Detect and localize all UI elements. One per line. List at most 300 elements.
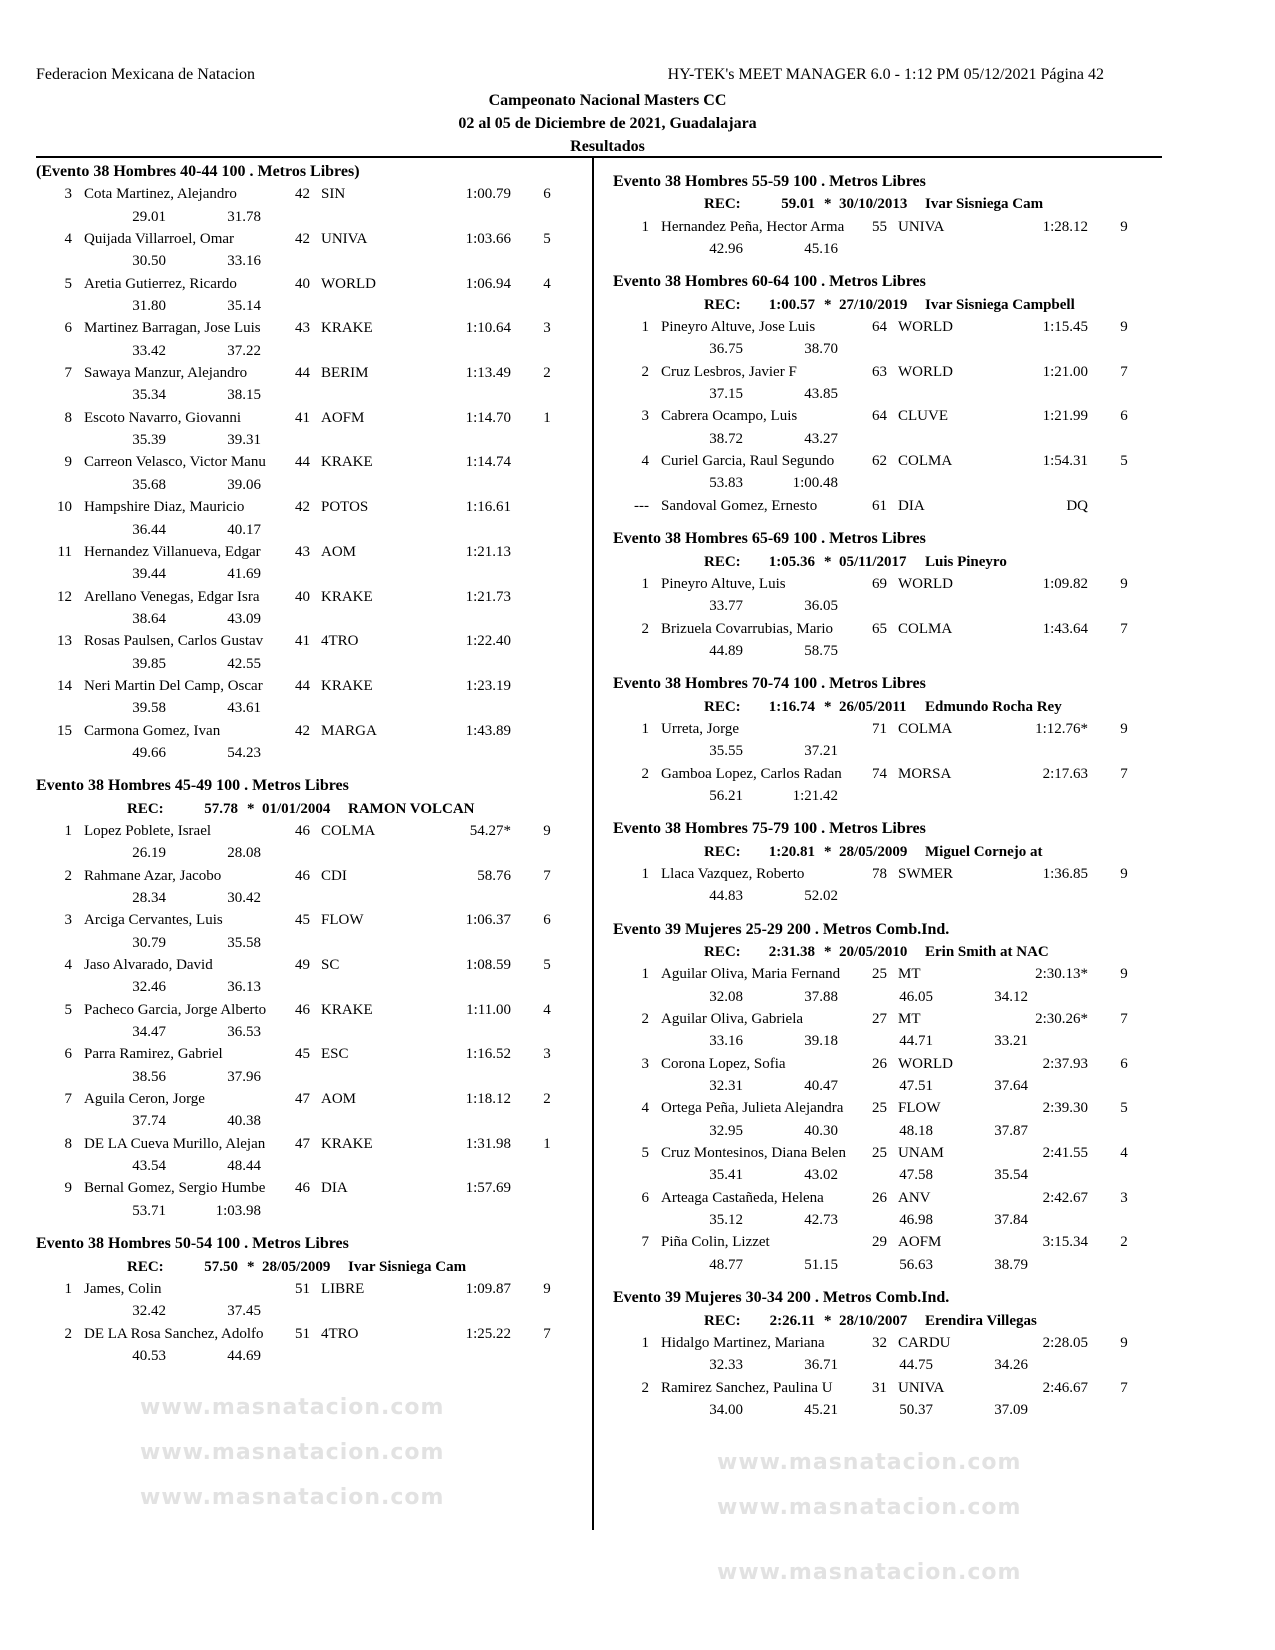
result-row <box>0 865 580 887</box>
split-time: 39.31 <box>227 432 261 449</box>
split-time: 33.21 <box>994 1033 1028 1050</box>
split-time: 39.18 <box>804 1033 838 1050</box>
split-time: 40.17 <box>227 521 261 538</box>
place: 1 <box>641 966 649 983</box>
split-time: 39.58 <box>132 700 166 717</box>
split-time: 46.05 <box>899 988 933 1005</box>
record-time: 1:20.81 <box>768 843 815 860</box>
split-time: 38.79 <box>994 1256 1028 1273</box>
split-time: 36.05 <box>804 598 838 615</box>
splits-row <box>577 885 1157 907</box>
record-date: 28/05/2009 <box>262 1258 331 1275</box>
record-date: 27/10/2019 <box>839 296 908 313</box>
team: UNAM <box>898 1145 944 1162</box>
age: 65 <box>872 620 887 637</box>
record-star: * <box>824 1312 832 1329</box>
swimmer-name: Aguilar Oliva, Gabriela <box>661 1011 804 1028</box>
points: 6 <box>543 912 551 929</box>
software-timestamp-page: HY-TEK's MEET MANAGER 6.0 - 1:12 PM 05/12/2021 Página 42 <box>667 66 1104 83</box>
split-time: 35.55 <box>709 743 743 760</box>
place: 1 <box>641 1334 649 1351</box>
splits-row <box>0 842 580 864</box>
split-time: 26.19 <box>132 845 166 862</box>
splits-row <box>0 384 580 406</box>
final-time: 1:22.40 <box>465 633 511 650</box>
swimmer-name: Hernandez Villanueva, Edgar <box>84 543 261 560</box>
team: 4TRO <box>321 633 359 650</box>
result-row <box>0 1088 580 1110</box>
swimmer-name: James, Colin <box>84 1280 162 1297</box>
age: 42 <box>295 499 310 516</box>
event-title-row <box>0 775 580 797</box>
age: 44 <box>295 365 310 382</box>
result-row <box>577 1377 1157 1399</box>
age: 51 <box>295 1280 310 1297</box>
splits-row <box>0 429 580 451</box>
watermark: www.masnatacion.com <box>717 1450 1022 1475</box>
team: COLMA <box>898 720 953 737</box>
final-time: 1:14.74 <box>465 454 511 471</box>
age: 69 <box>872 575 887 592</box>
result-row <box>577 1187 1157 1209</box>
swimmer-name: Cruz Lesbros, Javier F <box>661 363 797 380</box>
split-time: 35.68 <box>132 476 166 493</box>
split-time: 53.83 <box>709 475 743 492</box>
place: 10 <box>57 499 72 516</box>
splits-row <box>577 1120 1157 1142</box>
splits-row <box>0 742 580 764</box>
points: 9 <box>1120 966 1128 983</box>
split-time: 35.41 <box>709 1167 743 1184</box>
swimmer-name: Arteaga Castañeda, Helena <box>661 1189 824 1206</box>
splits-row <box>0 206 580 228</box>
split-time: 49.66 <box>132 744 166 761</box>
points: 4 <box>1120 1145 1128 1162</box>
swimmer-name: Hernandez Peña, Hector Arma <box>661 218 845 235</box>
result-row <box>0 586 580 608</box>
points: 9 <box>1120 865 1128 882</box>
split-time: 34.12 <box>994 988 1028 1005</box>
result-row <box>577 573 1157 595</box>
split-time: 36.53 <box>227 1024 261 1041</box>
swimmer-name: Piña Colin, Lizzet <box>661 1234 770 1251</box>
split-time: 38.64 <box>132 610 166 627</box>
place: 4 <box>641 1100 649 1117</box>
split-time: 36.71 <box>804 1357 838 1374</box>
results-column-right <box>577 171 1157 1421</box>
watermark: www.masnatacion.com <box>140 1440 445 1465</box>
splits-row <box>577 1030 1157 1052</box>
points: 9 <box>1120 1334 1128 1351</box>
final-time: 2:30.26* <box>1035 1011 1088 1028</box>
event-block <box>577 271 1157 517</box>
age: 43 <box>295 320 310 337</box>
event-block <box>577 528 1157 662</box>
points: 5 <box>543 231 551 248</box>
split-time: 1:21.42 <box>792 787 838 804</box>
age: 64 <box>872 408 887 425</box>
age: 49 <box>295 957 310 974</box>
splits-row <box>0 887 580 909</box>
points: 7 <box>1120 1011 1128 1028</box>
split-time: 54.23 <box>227 744 261 761</box>
result-row <box>577 763 1157 785</box>
place: 4 <box>64 957 72 974</box>
place: 3 <box>64 186 72 203</box>
record-row <box>577 696 1157 718</box>
age: 41 <box>295 409 310 426</box>
split-time: 42.96 <box>709 241 743 258</box>
record-holder: Erendira Villegas <box>925 1312 1037 1329</box>
splits-row <box>0 1110 580 1132</box>
split-time: 40.38 <box>227 1113 261 1130</box>
event-title: Evento 38 Hombres 55-59 100 . Metros Libres <box>613 173 926 190</box>
record-date: 26/05/2011 <box>839 698 907 715</box>
swimmer-name: Parra Ramirez, Gabriel <box>84 1046 223 1063</box>
event-block <box>577 818 1157 907</box>
place: 5 <box>64 275 72 292</box>
split-time: 37.09 <box>994 1401 1028 1418</box>
event-title: Evento 38 Hombres 65-69 100 . Metros Libres <box>613 530 926 548</box>
split-time: 1:00.48 <box>792 475 838 492</box>
split-time: 35.34 <box>132 387 166 404</box>
points: 9 <box>543 822 551 839</box>
swimmer-name: Bernal Gomez, Sergio Humbe <box>84 1180 266 1197</box>
record-holder: Edmundo Rocha Rey <box>925 698 1062 715</box>
swimmer-name: Carmona Gomez, Ivan <box>84 722 221 739</box>
final-time: 1:16.52 <box>465 1046 511 1063</box>
event-title-row <box>577 171 1157 193</box>
team: AOFM <box>321 409 365 426</box>
points: 9 <box>1120 319 1128 336</box>
points: 6 <box>1120 1055 1128 1072</box>
split-time: 58.75 <box>804 642 838 659</box>
result-row <box>577 863 1157 885</box>
split-time: 41.69 <box>227 566 261 583</box>
team: UNIVA <box>898 1379 945 1396</box>
event-title: Evento 38 Hombres 45-49 100 . Metros Libres <box>36 777 349 795</box>
result-row <box>0 541 580 563</box>
record-star: * <box>824 944 832 960</box>
split-time: 45.21 <box>804 1401 838 1418</box>
final-time: 2:37.93 <box>1042 1055 1088 1072</box>
split-time: 39.44 <box>132 566 166 583</box>
team: COLMA <box>898 453 953 470</box>
place: 13 <box>57 633 72 650</box>
splits-row <box>577 595 1157 617</box>
place: 2 <box>641 765 649 782</box>
swimmer-name: Ortega Peña, Julieta Alejandra <box>661 1100 844 1117</box>
team: 4TRO <box>321 1325 359 1342</box>
split-time: 36.44 <box>132 521 166 538</box>
splits-row <box>577 640 1157 662</box>
splits-row <box>0 519 580 541</box>
result-row <box>0 1278 580 1300</box>
final-time: 1:09.87 <box>465 1280 511 1297</box>
team: UNIVA <box>321 231 368 248</box>
points: 5 <box>543 957 551 974</box>
split-time: 53.71 <box>132 1202 166 1219</box>
splits-row <box>0 1021 580 1043</box>
event-title-row <box>0 1233 580 1255</box>
split-time: 48.77 <box>709 1256 743 1273</box>
points: 4 <box>543 1001 551 1018</box>
team: WORLD <box>321 275 376 292</box>
result-row <box>577 1142 1157 1164</box>
record-date: 01/01/2004 <box>262 800 331 817</box>
place: 1 <box>64 1280 72 1297</box>
team: AOM <box>321 543 357 560</box>
final-time: 3:15.34 <box>1042 1234 1088 1251</box>
split-time: 44.69 <box>227 1347 261 1364</box>
team: DIA <box>321 1180 348 1197</box>
record-star: * <box>824 698 832 715</box>
place: 3 <box>641 1055 649 1072</box>
record-label: REC: <box>704 553 741 570</box>
result-row <box>0 630 580 652</box>
result-row <box>0 1323 580 1345</box>
federation-name: Federacion Mexicana de Natacion <box>36 66 256 83</box>
age: 25 <box>872 1100 887 1117</box>
event-block <box>577 171 1157 260</box>
age: 44 <box>295 454 310 471</box>
split-time: 34.26 <box>994 1357 1028 1374</box>
watermark: www.masnatacion.com <box>717 1560 1022 1585</box>
record-row <box>577 551 1157 573</box>
split-time: 42.73 <box>804 1212 838 1229</box>
final-time: 1:09.82 <box>1042 575 1088 592</box>
result-row <box>577 450 1157 472</box>
split-time: 37.21 <box>804 743 838 760</box>
event-block <box>577 1287 1157 1421</box>
record-label: REC: <box>704 196 741 213</box>
age: 46 <box>295 867 310 884</box>
split-time: 35.39 <box>132 432 166 449</box>
split-time: 45.16 <box>804 241 838 258</box>
final-time: 1:43.89 <box>465 722 511 739</box>
team: AOM <box>321 1091 357 1108</box>
place: 15 <box>57 722 72 739</box>
result-row <box>577 1053 1157 1075</box>
split-time: 51.15 <box>804 1256 838 1273</box>
age: 46 <box>295 1180 310 1197</box>
final-time: 1:54.31 <box>1042 453 1088 470</box>
result-row <box>0 183 580 205</box>
event-title-row <box>0 161 580 183</box>
splits-row <box>0 295 580 317</box>
split-time: 37.45 <box>227 1303 261 1320</box>
team: ANV <box>898 1189 931 1206</box>
age: 71 <box>872 720 887 737</box>
final-time: 1:31.98 <box>465 1135 511 1152</box>
points: 5 <box>1120 1100 1128 1117</box>
split-time: 28.08 <box>227 845 261 862</box>
split-time: 32.31 <box>709 1078 743 1095</box>
team: UNIVA <box>898 218 945 235</box>
record-label: REC: <box>704 698 741 715</box>
result-row <box>0 273 580 295</box>
points: 9 <box>1120 218 1128 235</box>
final-time: 1:57.69 <box>465 1180 511 1197</box>
result-row <box>0 1043 580 1065</box>
age: 26 <box>872 1189 887 1206</box>
swimmer-name: Carreon Velasco, Victor Manu <box>84 454 266 471</box>
final-time: 1:14.70 <box>465 409 511 426</box>
final-time: 1:11.00 <box>466 1001 511 1018</box>
record-row <box>577 1310 1157 1332</box>
splits-row <box>0 608 580 630</box>
result-row <box>577 1008 1157 1030</box>
age: 63 <box>872 363 887 380</box>
final-time: 1:06.37 <box>465 912 511 929</box>
record-holder: Ivar Sisniega Cam <box>925 196 1044 213</box>
age: 47 <box>295 1135 310 1152</box>
swimmer-name: Lopez Poblete, Israel <box>84 822 212 839</box>
team: KRAKE <box>321 677 373 694</box>
split-time: 29.01 <box>132 208 166 225</box>
split-time: 32.33 <box>709 1357 743 1374</box>
split-time: 43.85 <box>804 386 838 403</box>
split-time: 37.87 <box>994 1122 1028 1139</box>
place: 9 <box>64 1180 72 1197</box>
team: ESC <box>321 1046 349 1063</box>
points: 4 <box>543 275 551 292</box>
place: 7 <box>64 365 72 382</box>
result-row <box>0 496 580 518</box>
team: CLUVE <box>898 408 948 425</box>
record-row <box>577 841 1157 863</box>
age: 26 <box>872 1055 887 1072</box>
splits-row <box>577 472 1157 494</box>
result-row <box>0 317 580 339</box>
result-row <box>0 407 580 429</box>
split-time: 42.55 <box>227 655 261 672</box>
splits-row <box>0 697 580 719</box>
result-row <box>577 216 1157 238</box>
points: 9 <box>543 1280 551 1297</box>
split-time: 31.80 <box>132 298 166 315</box>
splits-row <box>577 1254 1157 1276</box>
split-time: 33.77 <box>709 598 743 615</box>
place: 12 <box>57 588 72 605</box>
split-time: 50.37 <box>899 1401 933 1418</box>
team: WORLD <box>898 575 953 592</box>
result-row <box>0 1133 580 1155</box>
swimmer-name: Escoto Navarro, Giovanni <box>84 409 242 426</box>
result-row <box>0 362 580 384</box>
split-time: 44.83 <box>709 888 743 905</box>
splits-row <box>0 653 580 675</box>
splits-row <box>577 1399 1157 1421</box>
team: WORLD <box>898 363 953 380</box>
place: 11 <box>57 543 72 560</box>
points: 9 <box>1120 720 1128 737</box>
record-time: 1:05.36 <box>768 553 815 570</box>
place: 4 <box>64 231 72 248</box>
record-row <box>0 1256 580 1278</box>
event-title-row <box>577 271 1157 293</box>
swimmer-name: Neri Martin Del Camp, Oscar <box>84 677 263 694</box>
points: 2 <box>1120 1234 1128 1251</box>
swimmer-name: DE LA Cueva Murillo, Alejan <box>84 1135 266 1152</box>
final-time: 1:15.45 <box>1042 319 1088 336</box>
place: 5 <box>641 1145 649 1162</box>
record-date: 28/10/2007 <box>839 1312 908 1329</box>
points: 6 <box>543 186 551 203</box>
record-star: * <box>824 843 832 860</box>
splits-row <box>0 1200 580 1222</box>
split-time: 44.89 <box>709 642 743 659</box>
age: 42 <box>295 722 310 739</box>
splits-row <box>577 740 1157 762</box>
split-time: 40.47 <box>804 1078 838 1095</box>
points: 9 <box>1120 575 1128 592</box>
event-title: Evento 38 Hombres 60-64 100 . Metros Libres <box>613 273 926 291</box>
age: 45 <box>295 1046 310 1063</box>
team: SWMER <box>898 865 954 882</box>
result-row <box>577 1231 1157 1253</box>
points: 5 <box>1120 453 1128 470</box>
team: WORLD <box>898 1055 953 1072</box>
record-label: REC: <box>127 800 164 817</box>
final-time: DQ <box>1066 497 1088 514</box>
split-time: 37.64 <box>994 1078 1028 1095</box>
record-star: * <box>824 296 832 313</box>
swimmer-name: DE LA Rosa Sanchez, Adolfo <box>84 1325 264 1342</box>
split-time: 35.58 <box>227 934 261 951</box>
age: 46 <box>295 1001 310 1018</box>
splits-row <box>0 1300 580 1322</box>
final-time: 1:36.85 <box>1042 865 1088 882</box>
place: 1 <box>641 575 649 592</box>
event-title-row <box>577 818 1157 840</box>
final-time: 2:28.05 <box>1042 1334 1088 1351</box>
split-time: 33.16 <box>709 1033 743 1050</box>
event-title-row <box>577 919 1157 941</box>
place: 2 <box>64 1325 72 1342</box>
split-time: 32.08 <box>709 988 743 1005</box>
split-time: 34.47 <box>132 1024 166 1041</box>
split-time: 43.54 <box>132 1158 166 1175</box>
final-time: 54.27* <box>469 822 511 839</box>
watermark: www.masnatacion.com <box>140 1395 445 1420</box>
record-star: * <box>247 1258 255 1275</box>
points: 7 <box>1120 620 1128 637</box>
result-row <box>577 361 1157 383</box>
event-block <box>0 775 580 1222</box>
splits-row <box>577 1209 1157 1231</box>
swimmer-name: Cruz Montesinos, Diana Belen <box>661 1145 846 1162</box>
final-time: 1:23.19 <box>465 677 511 694</box>
final-time: 1:03.66 <box>465 231 511 248</box>
place: 5 <box>64 1001 72 1018</box>
result-row <box>577 1332 1157 1354</box>
result-row <box>577 1097 1157 1119</box>
points: 7 <box>1120 765 1128 782</box>
split-time: 32.42 <box>132 1303 166 1320</box>
event-block <box>0 1233 580 1367</box>
age: 78 <box>872 865 887 882</box>
place: 8 <box>64 409 72 426</box>
result-row <box>577 963 1157 985</box>
final-time: 1:08.59 <box>465 957 511 974</box>
age: 64 <box>872 319 887 336</box>
result-row <box>577 405 1157 427</box>
final-time: 1:00.79 <box>465 186 511 203</box>
swimmer-name: Arciga Cervantes, Luis <box>84 912 223 929</box>
team: DIA <box>898 497 925 514</box>
record-label: REC: <box>704 1312 741 1329</box>
